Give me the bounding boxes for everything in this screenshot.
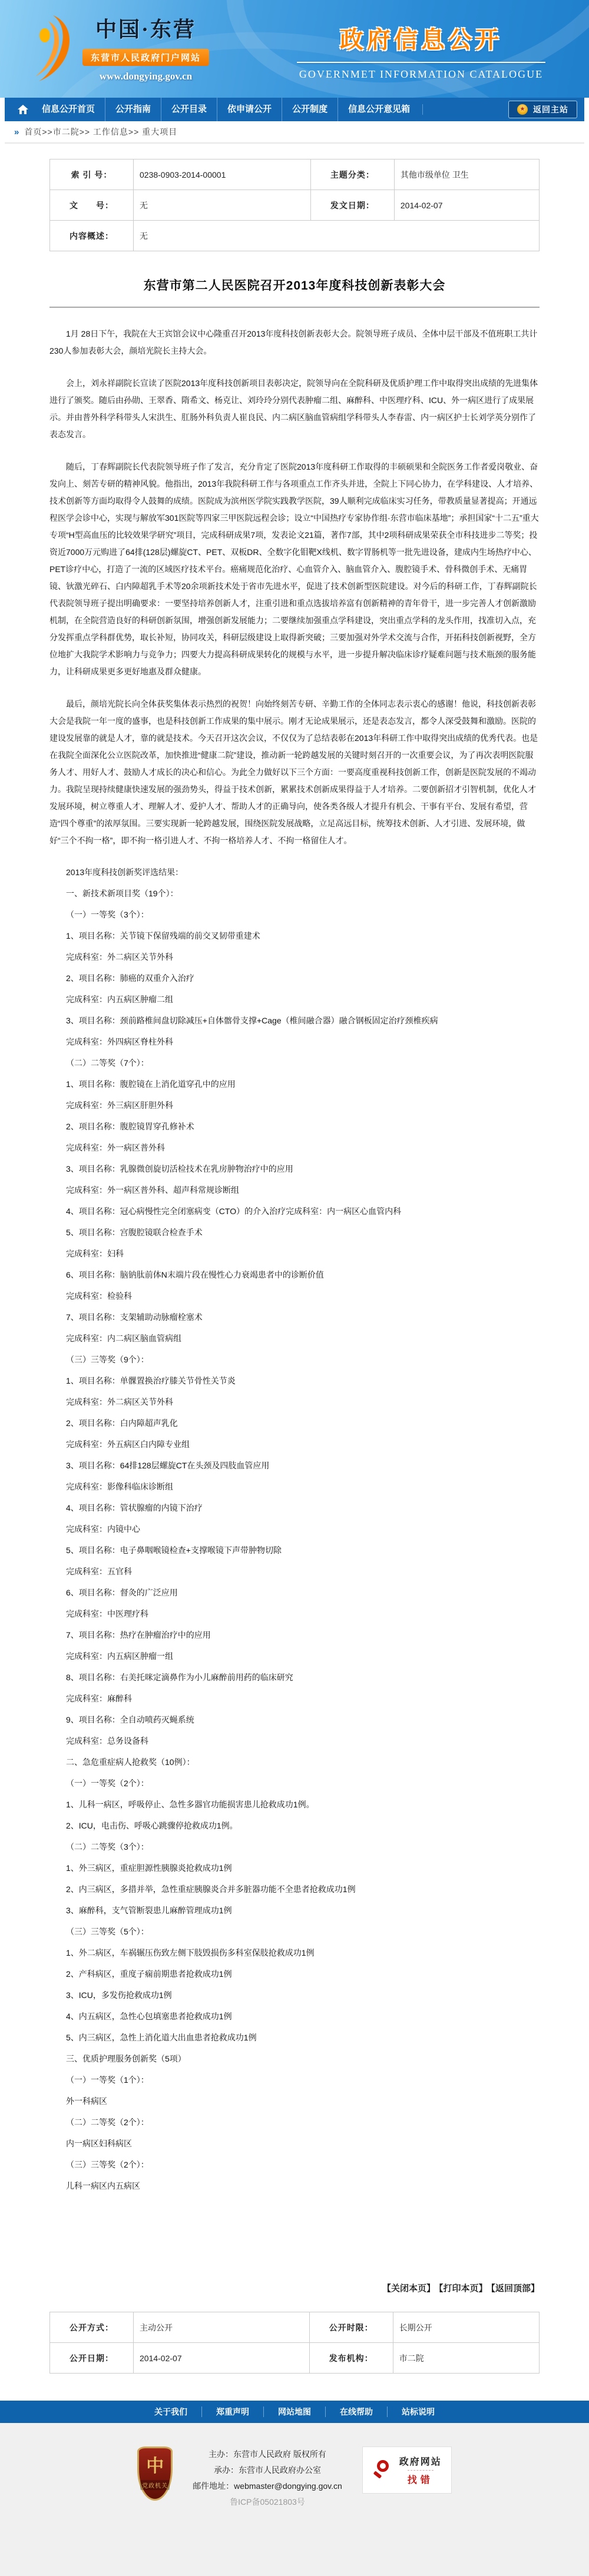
dongying-logo-icon [31, 13, 74, 82]
body-line: 完成科室：内五病区肿瘤一组 [66, 1651, 173, 1661]
body-line: 完成科室：外一病区普外科 [66, 1143, 165, 1152]
action-link[interactable]: 【返回顶部】 [491, 2284, 540, 2294]
footer-info [193, 2447, 342, 2510]
finder-line1: 政府网站 [399, 2457, 442, 2467]
badge-label: 党政机关 [140, 2480, 170, 2490]
banner-title: 政府信息公开 [340, 27, 502, 53]
org-label: 发布机构： [309, 2343, 393, 2374]
body-line: （二）二等奖（3个）： [66, 1842, 149, 1852]
body-line: 完成科室：外五病区白内障专业组 [66, 1440, 190, 1449]
body-line: 3、麻醉科，支气管断裂患儿麻醉管理成功1例 [66, 1906, 232, 1915]
body-line: 1、外三病区，重症胆源性胰腺炎抢救成功1例 [66, 1863, 232, 1873]
magnifier-icon [372, 2460, 392, 2480]
body-line: 2、内三病区，多措并举，急性重症胰腺炎合并多脏器功能不全患者抢救成功1例 [66, 1884, 356, 1894]
footer [0, 2423, 589, 2576]
website-error-report-badge[interactable] [362, 2447, 452, 2494]
nav-item[interactable]: 公开制度 [282, 98, 337, 121]
footer-icp: 鲁ICP备05021803号 [230, 2497, 305, 2507]
footer-link[interactable]: 关于我们 [154, 2407, 187, 2417]
date-value: 2014-02-07 [394, 190, 539, 221]
site-subtitle: 东营市人民政府门户网站 [82, 49, 209, 66]
return-main-site-label: 返回主站 [533, 105, 568, 114]
home-icon[interactable] [18, 105, 28, 114]
docnum-value: 无 [134, 190, 311, 221]
body-line: （二）二等奖（2个）： [66, 2118, 149, 2127]
body-line: 会上，刘永祥副院长宣读了医院2013年度科技创新项目表彰决定，院领导向在全院科研及优质护理工作中取得突出成绩的先进集体进行了颁奖。随后由孙勋、王翠香、隋希文、杨克让、刘玲玲分别代表肿瘤二组、麻醉科、中医理疗科、ICU、外一病区进行了成果展示。并由普外科学科带头人宋洪生、肛肠外科负责人崔良民、内二病区脑血管病组学科带头人李春雷、内一病区护士长刘学英分别作了表态发言。 [49, 378, 538, 439]
body-line: 9、项目名称：全自动喷药灭蝇系统 [66, 1715, 194, 1724]
footer-link[interactable]: 站标说明 [387, 2407, 449, 2417]
body-line: 2、项目名称：肺癌的双重介入治疗 [66, 973, 194, 983]
body-line: 完成科室：外二病区关节外科 [66, 952, 173, 962]
footer-link[interactable]: 在线帮助 [325, 2407, 387, 2417]
body-line: （二）二等奖（7个）： [66, 1058, 149, 1068]
body-line: 4、内五病区，急性心包填塞患者抢救成功1例 [66, 2012, 232, 2021]
article-container [49, 159, 540, 2374]
body-line: 5、内三病区，急性上消化道大出血患者抢救成功1例 [66, 2033, 257, 2042]
return-main-site-button[interactable] [508, 101, 577, 118]
nav-divider [422, 104, 423, 115]
summary-value: 无 [134, 221, 540, 251]
nav-item[interactable]: 公开指南 [105, 98, 161, 121]
body-line: （一）一等奖（2个）： [66, 1779, 149, 1788]
body-line: 完成科室：五官科 [66, 1567, 132, 1576]
nav-item[interactable]: 信息公开首页 [42, 104, 95, 114]
body-line: 三、优质护理服务创新奖（5项） [66, 2054, 186, 2063]
body-line: （三）三等奖（9个）： [66, 1355, 149, 1364]
body-line: 4、项目名称：冠心病慢性完全闭塞病变（CTO）的介入治疗完成科室：内一病区心血管内科 [66, 1206, 402, 1216]
body-line: 完成科室：麻醉科 [66, 1694, 132, 1703]
article-body [49, 325, 540, 2193]
body-line: 完成科室：中医理疗科 [66, 1609, 148, 1618]
index-value: 0238-0903-2014-00001 [134, 159, 311, 190]
body-line: 3、项目名称：乳腺微创旋切活检技术在乳房肿物治疗中的应用 [66, 1164, 293, 1174]
body-line: 儿科一病区内五病区 [66, 2181, 140, 2191]
date-label: 发文日期： [310, 190, 394, 221]
action-link[interactable]: 【打印本页】 [438, 2284, 488, 2294]
body-line: 2013年度科技创新奖评选结果： [66, 867, 184, 877]
body-line: 完成科室：影像科临床诊断组 [66, 1482, 173, 1491]
body-line: （三）三等奖（5个）： [66, 1927, 149, 1936]
method-value: 主动公开 [134, 2312, 310, 2343]
footer-links-bar [0, 2401, 589, 2423]
body-line: 1月 28日下午，我院在大王宾馆会议中心隆重召开2013年度科技创新表彰大会。院领导班子成员、全体中层干部及不值班职工共计230人参加表彰大会，颜培光院长主持大会。 [49, 329, 538, 355]
body-line: 3、项目名称：64排128层螺旋CT在头颈及四肢血管应用 [66, 1461, 270, 1470]
nav-item[interactable]: 信息公开意见箱 [337, 98, 420, 121]
body-line: 一、新技术新项目奖（19个）： [66, 889, 178, 898]
breadcrumb-arrows-icon: » [14, 127, 19, 137]
table-row [50, 159, 540, 190]
body-line: 完成科室：内镜中心 [66, 1524, 140, 1534]
footer-host: 主办：东营市人民政府 版权所有 [209, 2449, 326, 2459]
footer-organizer: 承办：东营市人民政府办公室 [213, 2465, 321, 2475]
breadcrumb-path[interactable]: 首页>>市二院>> 工作信息>> 重大项目 [24, 127, 178, 137]
method-label: 公开方式： [50, 2312, 134, 2343]
table-row [50, 2312, 540, 2343]
site-logo[interactable] [31, 13, 209, 82]
period-label: 公开时限： [309, 2312, 393, 2343]
body-line: 完成科室：妇科 [66, 1249, 124, 1258]
footer-email: 邮件地址：webmaster@dongying.gov.cn [193, 2481, 342, 2491]
action-link[interactable]: 【关闭本页】 [382, 2284, 435, 2294]
category-value: 其他市级单位 卫生 [394, 159, 539, 190]
body-line: 完成科室：外二病区关节外科 [66, 1397, 173, 1407]
body-line: 2、ICU，电击伤、呼吸心跳骤停抢救成功1例。 [66, 1821, 238, 1830]
body-line: 完成科室：内五病区肿瘤二组 [66, 995, 173, 1004]
table-row [50, 221, 540, 251]
banner-english: GOVERNMET INFORMATION CATALOGUE [299, 68, 544, 80]
logo-text-block [82, 13, 209, 82]
banner-divider [297, 62, 545, 63]
main-nav [5, 98, 584, 121]
publish-meta-table [49, 2312, 540, 2374]
body-line: 内一病区妇科病区 [66, 2139, 132, 2148]
title-divider [49, 307, 540, 308]
body-line: 完成科室：外三病区肝胆外科 [66, 1101, 173, 1110]
table-row [50, 2343, 540, 2374]
body-line: 1、项目名称：关节镜下保留残端的前交叉韧带重建术 [66, 931, 260, 940]
body-line: 随后，丁春辉副院长代表院领导班子作了发言，充分肯定了医院2013年度科研工作取得的丰硕硕果和全院医务工作者爱岗敬业、奋发向上、刻苦专研的精神风貌。他指出，2013年我院科研工作与各项重点工作齐头并进，全院上下同心协力，在学科建设、人才培养、技术创新等方面均取得令人鼓舞的成绩。医院成为滨州医学院实践教学医院，39人顺利完成临床实习任务，带教质量显著提高；开通远程医学会诊中心，实现与解放军301医院等四家三甲医院远程会诊；设立“中国热疗专家协作组·东营市临床基地”；承担国家“十二五”重大专项“H型高血压的比较效果学研究”项目，完成科研成果7项，发表论文21篇，著作7部，其中2项科研成果荣获全市科技进步二等奖；投资近7000万元购进了64排(128层)螺旋CT、PET、双板DR、全数字化钼靶X线机、数字胃肠机等一批先进设备，建成内生场热疗中心、PET诊疗中心，打造了一流的区域医疗技术平台。癌痛规范化治疗、心血管介入、脑血管介入、腹腔镜手术、骨科微创手术、无痛胃镜、钬激光碎石、白内障超乳手术等20余项新技术处于省市先进水平，促进了技术创新型医院建设。对今后的科研工作，丁春辉副院长代表院领导班子提出明确要求：一要坚持培养创新人才，注重引进和重点选拔培养富有创新精神的青年骨干，进一步完善人才创新激励机制，在全院营造良好的科研创新氛围，增强创新发展能力；二要继续加强重点学科建设，突出重点学科的龙头作用，找准切入点，充分发挥重点学科群优势，取长补短，协同攻关，科研层级建设上取得新突破；三要加强对外学术交流与合作，开拓科技创新视野，全方位地扩大我院学术影响力与竞争力；四要大力提高科研成果转化的规模与水平，进一步提升解决临床诊疗疑难问题与技术瓶颈的服务能力，让科研成果更多更好地惠及群众健康。 [49, 462, 539, 676]
body-line: 1、外二病区，车祸辗压伤致左侧下肢毁损伤多科室保肢抢救成功1例 [66, 1948, 315, 1957]
body-line: 2、项目名称：白内障超声乳化 [66, 1418, 178, 1428]
spacer [0, 2374, 589, 2401]
page-actions [49, 2282, 540, 2294]
nav-item[interactable]: 依申请公开 [217, 98, 282, 121]
body-line: （一）一等奖（1个）： [66, 2075, 149, 2085]
body-line: 外一科病区 [66, 2096, 107, 2106]
body-line: 7、项目名称：支架辅助动脉瘤栓塞术 [66, 1312, 203, 1322]
body-line: （三）三等奖（2个）： [66, 2160, 149, 2169]
body-line: 最后，颜培光院长向全体获奖集体表示热烈的祝贺！向始终刻苦专研、辛勤工作的全体同志表示衷心的感谢！他说，科技创新表彰大会是我院一年一度的盛事，也是科技创新工作成果的集中展示。刚才无论成果展示，还是表态发言，都令人深受鼓舞和激励。医院的建设发展靠的就是人才，靠的就是技术。今天召开这次会议，不仅仅为了总结表彰在2013年科研工作中取得突出成绩的优秀代表。也是在我院全面深化公立医院改革，加快推进“健康二院”建设，推动新一轮跨越发展的关键时刻召开的一次重要会议，为了再次表明医院服务人才、用好人才、鼓励人才成长的决心和信心。为此全力做好以下三个方面：一要高度重视科技创新工作，创新是医院发展的不竭动力。我院呈现持续健康快速发展的强劲势头，得益于技术创新，累累技术创新成果得益于人才培养。二要创新招才引智机制，优化人才发展环境，树立尊重人才、理解人才、爱护人才、帮助人才的正确导向，使各类各级人才提升有机会、干事有平台、发展有希望，营造“四个尊重”的浓厚氛围。三要实现新一轮跨越发展，围绕医院发展战略，立足高远目标，统筹技术创新、人才引进、发展环境，做好“三个不拘一格”，即不拘一格引进人才、不拘一格培养人才、不拘一格留住人才。 [49, 699, 538, 845]
index-label: 索 引 号： [50, 159, 134, 190]
category-label: 主题分类： [310, 159, 394, 190]
body-line: 完成科室：外四病区脊柱外科 [66, 1037, 173, 1046]
body-line: 5、项目名称：电子鼻咽喉镜检查+支撑喉镜下声带肿物切除 [66, 1545, 282, 1555]
body-line: 1、项目名称：腹腔镜在上消化道穿孔中的应用 [66, 1079, 236, 1089]
site-header [0, 0, 589, 98]
open-date-value: 2014-02-07 [134, 2343, 310, 2374]
nav-item[interactable]: 公开目录 [161, 98, 217, 121]
body-line: 3、ICU，多发伤抢救成功1例 [66, 1990, 172, 2000]
table-row [50, 190, 540, 221]
body-line: 1、儿科一病区，呼吸停止、急性多器官功能损害患儿抢救成功1例。 [66, 1800, 315, 1809]
body-line: 完成科室：内二病区脑血管病组 [66, 1334, 181, 1343]
body-line: 2、项目名称：腹腔镜胃穿孔修补术 [66, 1122, 194, 1131]
summary-label: 内容概述： [50, 221, 134, 251]
org-value: 市二院 [393, 2343, 539, 2374]
docnum-label: 文 号： [50, 190, 134, 221]
body-line: 8、项目名称：右美托咪定滴鼻作为小儿麻醉前用药的临床研究 [66, 1673, 293, 1682]
page-title: 东营市第二人民医院召开2013年度科技创新表彰大会 [143, 279, 446, 292]
body-line: 4、项目名称：管状腺瘤的内镜下治疗 [66, 1503, 203, 1513]
badge-glyph: 中 [146, 2456, 164, 2476]
body-line: 1、项目名称：单髁置换治疗膝关节骨性关节炎 [66, 1376, 236, 1385]
finder-line2: 找错 [408, 2470, 434, 2486]
site-name: 中国·东营 [95, 18, 197, 41]
body-line: 2、产科病区，重度子痫前期患者抢救成功1例 [66, 1969, 232, 1979]
body-line: 6、项目名称：脑钠肽前体N末端片段在慢性心力衰竭患者中的诊断价值 [66, 1270, 324, 1279]
open-date-label: 公开日期： [50, 2343, 134, 2374]
national-emblem-icon: ★ [517, 104, 528, 115]
body-line: 完成科室：检验科 [66, 1291, 132, 1301]
body-line: 完成科室：外一病区普外科、超声科常规诊断组 [66, 1185, 239, 1195]
site-url[interactable]: www.dongying.gov.cn [99, 71, 193, 82]
party-government-badge[interactable] [137, 2447, 173, 2501]
body-line: 6、项目名称：督灸的广泛应用 [66, 1588, 178, 1597]
body-line: 5、项目名称：宫腹腔镜联合检查手术 [66, 1228, 203, 1237]
body-line: 二、急危重症病人抢救奖（10例）： [66, 1757, 195, 1767]
body-line: 完成科室：总务设备科 [66, 1736, 148, 1746]
nav-items [32, 98, 420, 121]
footer-link[interactable]: 网站地图 [263, 2407, 325, 2417]
body-line: 7、项目名称：热疗在肿瘤治疗中的应用 [66, 1630, 211, 1640]
footer-link[interactable]: 郑重声明 [201, 2407, 263, 2417]
period-value: 长期公开 [393, 2312, 539, 2343]
finder-text [399, 2454, 442, 2486]
banner [294, 21, 548, 81]
body-line: 3、项目名称：颈前路椎间盘切除减压+自体髂骨支撑+Cage（椎间融合器）融合钢板固定治疗颈椎疾病 [66, 1016, 438, 1025]
breadcrumb [5, 121, 584, 144]
document-meta-table [49, 159, 540, 251]
body-line: （一）一等奖（3个）： [66, 910, 149, 919]
